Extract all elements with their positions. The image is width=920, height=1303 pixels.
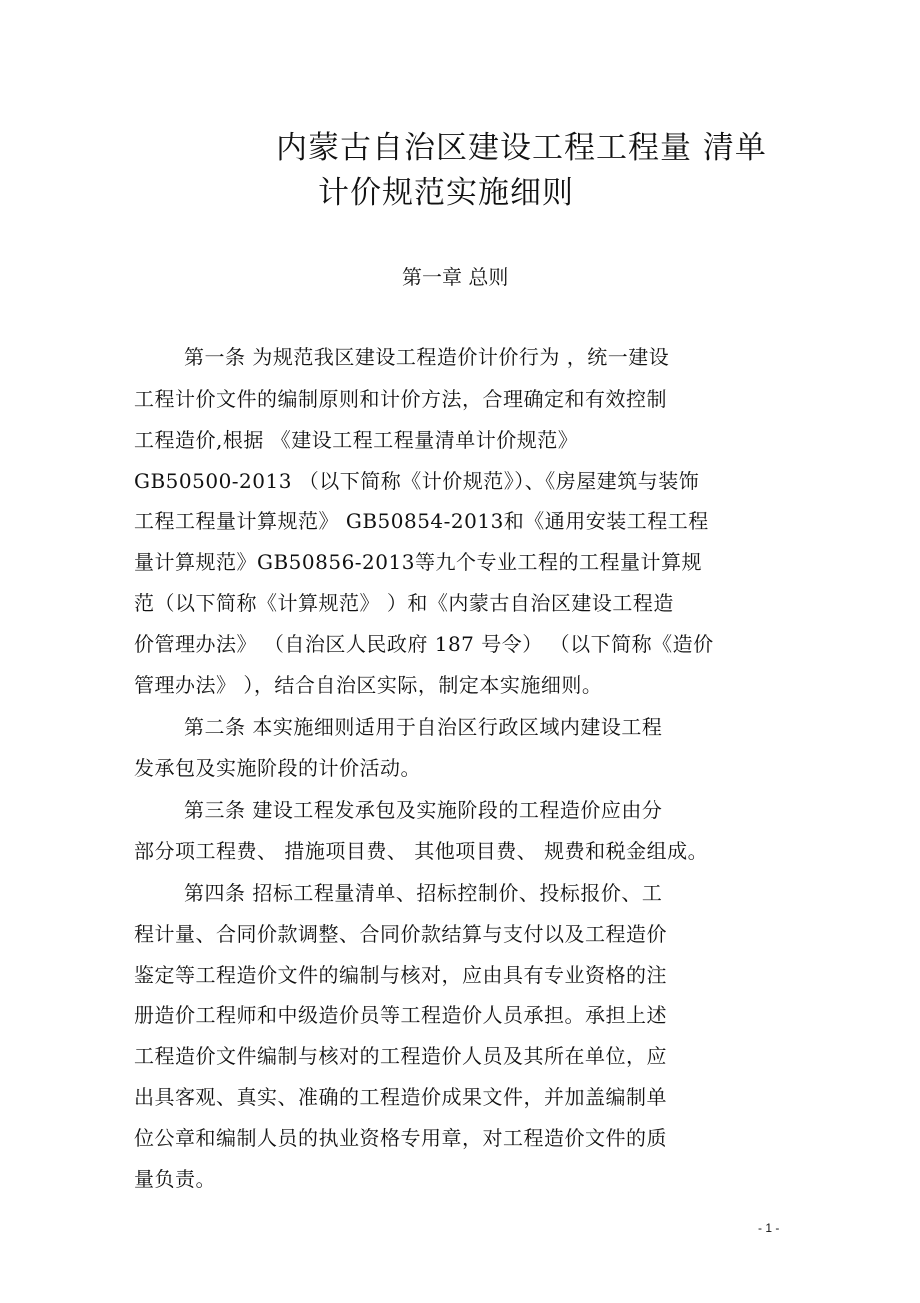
- text-line: 量负责。: [134, 1167, 216, 1191]
- text-line: 工程工程量计算规范》 GB50854-2013和《通用安装工程工程: [134, 509, 709, 533]
- chapter-heading: 第一章 总则: [402, 265, 509, 289]
- text-line: 册造价工程师和中级造价员等工程造价人员承担。承担上述: [134, 1003, 667, 1027]
- text-line: 工程造价,根据 《建设工程工程量清单计价规范》: [134, 428, 579, 452]
- text-line: 工程造价文件编制与核对的工程造价人员及其所在单位，应: [134, 1044, 667, 1068]
- text-line: 鉴定等工程造价文件的编制与核对，应由具有专业资格的注: [134, 963, 667, 987]
- text-line: 工程计价文件的编制原则和计价方法，合理确定和有效控制: [134, 387, 667, 411]
- text-line: 第二条 本实施细则适用于自治区行政区域内建设工程: [184, 715, 663, 739]
- document-title-line-2: 计价规范实施细则: [318, 175, 574, 211]
- document-title-line-1: 内蒙古自治区建设工程工程量 清单: [276, 130, 767, 166]
- text-line: 部分项工程费、 措施项目费、 其他项目费、 规费和税金组成。: [134, 839, 709, 863]
- text-line: 出具客观、真实、准确的工程造价成果文件，并加盖编制单: [134, 1085, 667, 1109]
- text-line: 第四条 招标工程量清单、招标控制价、投标报价、工: [184, 881, 663, 905]
- text-line: 量计算规范》GB50856-2013等九个专业工程的工程量计算规: [134, 550, 702, 574]
- page-number: - 1 -: [758, 1221, 780, 1235]
- text-line: 第三条 建设工程发承包及实施阶段的工程造价应由分: [184, 798, 663, 822]
- text-line: 第一条 为规范我区建设工程造价计价行为 ，统一建设: [184, 345, 670, 369]
- text-line: 位公章和编制人员的执业资格专用章，对工程造价文件的质: [134, 1126, 667, 1150]
- text-line: GB50500-2013 （以下简称《计价规范》）、《房屋建筑与装饰: [134, 469, 700, 493]
- text-line: 管理办法》 ），结合自治区实际，制定本实施细则。: [134, 673, 603, 697]
- text-line: 发承包及实施阶段的计价活动。: [134, 756, 421, 780]
- text-line: 价管理办法》 （自治区人民政府 187 号令） （以下简称《造价: [134, 632, 714, 656]
- text-line: 程计量、合同价款调整、合同价款结算与支付以及工程造价: [134, 922, 667, 946]
- text-line: 范（以下简称《计算规范》 ）和《内蒙古自治区建设工程造: [134, 591, 674, 615]
